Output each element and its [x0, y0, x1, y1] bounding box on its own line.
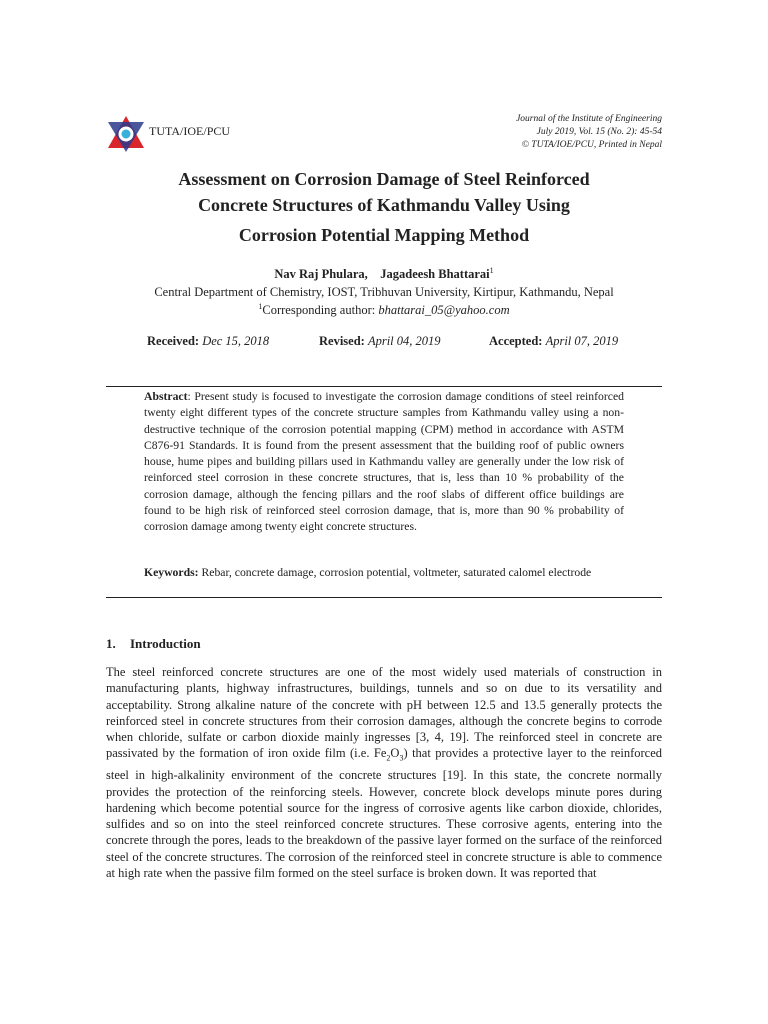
revised-value: April 04, 2019 — [367, 334, 441, 348]
keywords-label: Keywords: — [144, 566, 199, 579]
corresponding-author — [100, 302, 668, 318]
revised-label: Revised: — [319, 334, 365, 348]
abstract-top-rule — [106, 386, 662, 387]
body-part-2: O — [390, 746, 400, 761]
section-heading — [106, 636, 201, 652]
corr-mark: 1 — [258, 302, 263, 311]
section-title: Introduction — [130, 636, 201, 651]
revised-date — [319, 334, 441, 349]
journal-info — [516, 113, 662, 152]
introduction-body — [106, 664, 662, 881]
body-part-1: The steel reinforced concrete structures are one of the most widely used materials of construction in manufacturing plants, highway infrastructures, buildings, tunnels and so on due to its versatility and acceptability. Strong alkaline nature of the concrete with pH between 12.5 and 13.5 generally protects the reinforced steel in concrete structures from their corrosion damages, although the concrete begins to corrode when chloride, sulfate or carbon dioxide mainly ingresses [3, 4, 19]. The reinforced steel in concrete are passivated by the formation of iron oxide film (i.e. Fe — [106, 665, 662, 761]
journal-issue: July 2019, Vol. 15 (No. 2): 45-54 — [536, 127, 662, 137]
journal-copyright: © TUTA/IOE/PCU, Printed in Nepal — [521, 140, 662, 150]
received-label: Received: — [147, 334, 200, 348]
logo-gear-center — [122, 130, 131, 139]
abstract-text: : Present study is focused to investigate the corrosion damage conditions of steel reinforced twenty eight different types of the concrete structure samples from Kathmandu valley using a non-destructive technique of the corrosion potential mapping (CPM) method in accordance with ASTM C876-91 Standards. It is found from the present assessment that the building roof of public owners house, hume pipes and building pillars used in Kathmandu valley are generally under the low risk of reinforced steel corrosion in these concrete structures, that is, less than 10 % probability of the corrosion damage, although the fencing pillars and the roof slabs of different office buildings are found to be high risk of reinforced steel corrosion damage, that is, more than 90 % probability of corrosion damage among twenty eight concrete structures. — [144, 390, 624, 534]
body-sub-2: 3 — [399, 753, 404, 763]
corr-label: Corresponding author: — [262, 303, 379, 318]
corr-email[interactable]: bhattarai_05@yahoo.com — [378, 303, 510, 318]
tuta-ioe-logo-icon — [106, 114, 146, 154]
org-name: TUTA/IOE/PCU — [149, 124, 231, 138]
received-date — [147, 334, 269, 349]
received-value: Dec 15, 2018 — [202, 334, 270, 348]
body-part-3: ) that provides a protective layer to the reinforced steel in high-alkalinity environment of the concrete structures [19]. In this state, the concrete normally provides the protection of the reinforcing steels. However, concrete block develops minute pores during hardening which become potential source for the ingress of corrosive agents like carbon dioxide, chlorides, sulfides and so on into the steel reinforced concrete structures. These corrosive agents, entering into the concrete through the pores, leads to the breakdown of the passive layer formed on the surface of the reinforced steel of the concrete structures. The corrosion of the reinforced steel in concrete structure is able to commence at high rate when the passive film formed on the steel surface is broken down. It was reported that — [106, 746, 662, 881]
author-2: Jagadeesh Bhattarai — [380, 267, 490, 282]
title-line-2: Concrete Structures of Kathmandu Valley Using — [198, 195, 570, 215]
accepted-value: April 07, 2019 — [545, 334, 619, 348]
journal-name: Journal of the Institute of Engineering — [516, 114, 662, 124]
author-1: Nav Raj Phulara, — [274, 267, 368, 282]
abstract — [144, 389, 624, 536]
title-line-1: Assessment on Corrosion Damage of Steel Reinforced — [178, 169, 590, 189]
affiliation: Central Department of Chemistry, IOST, Tribhuvan University, Kirtipur, Kathmandu, Nepal — [154, 285, 614, 299]
section-number: 1. — [106, 636, 116, 651]
abstract-bottom-rule — [106, 597, 662, 598]
accepted-date — [489, 334, 618, 349]
body-sub-1: 2 — [386, 753, 391, 763]
authors — [100, 266, 668, 282]
paper-title — [100, 166, 668, 248]
author-2-mark: 1 — [489, 266, 494, 275]
abstract-label: Abstract — [144, 390, 188, 403]
title-line-3: Corrosion Potential Mapping Method — [238, 225, 530, 245]
accepted-label: Accepted: — [489, 334, 543, 348]
keywords — [144, 565, 624, 581]
keywords-text: Rebar, concrete damage, corrosion potential, voltmeter, saturated calomel electrode — [198, 566, 592, 579]
